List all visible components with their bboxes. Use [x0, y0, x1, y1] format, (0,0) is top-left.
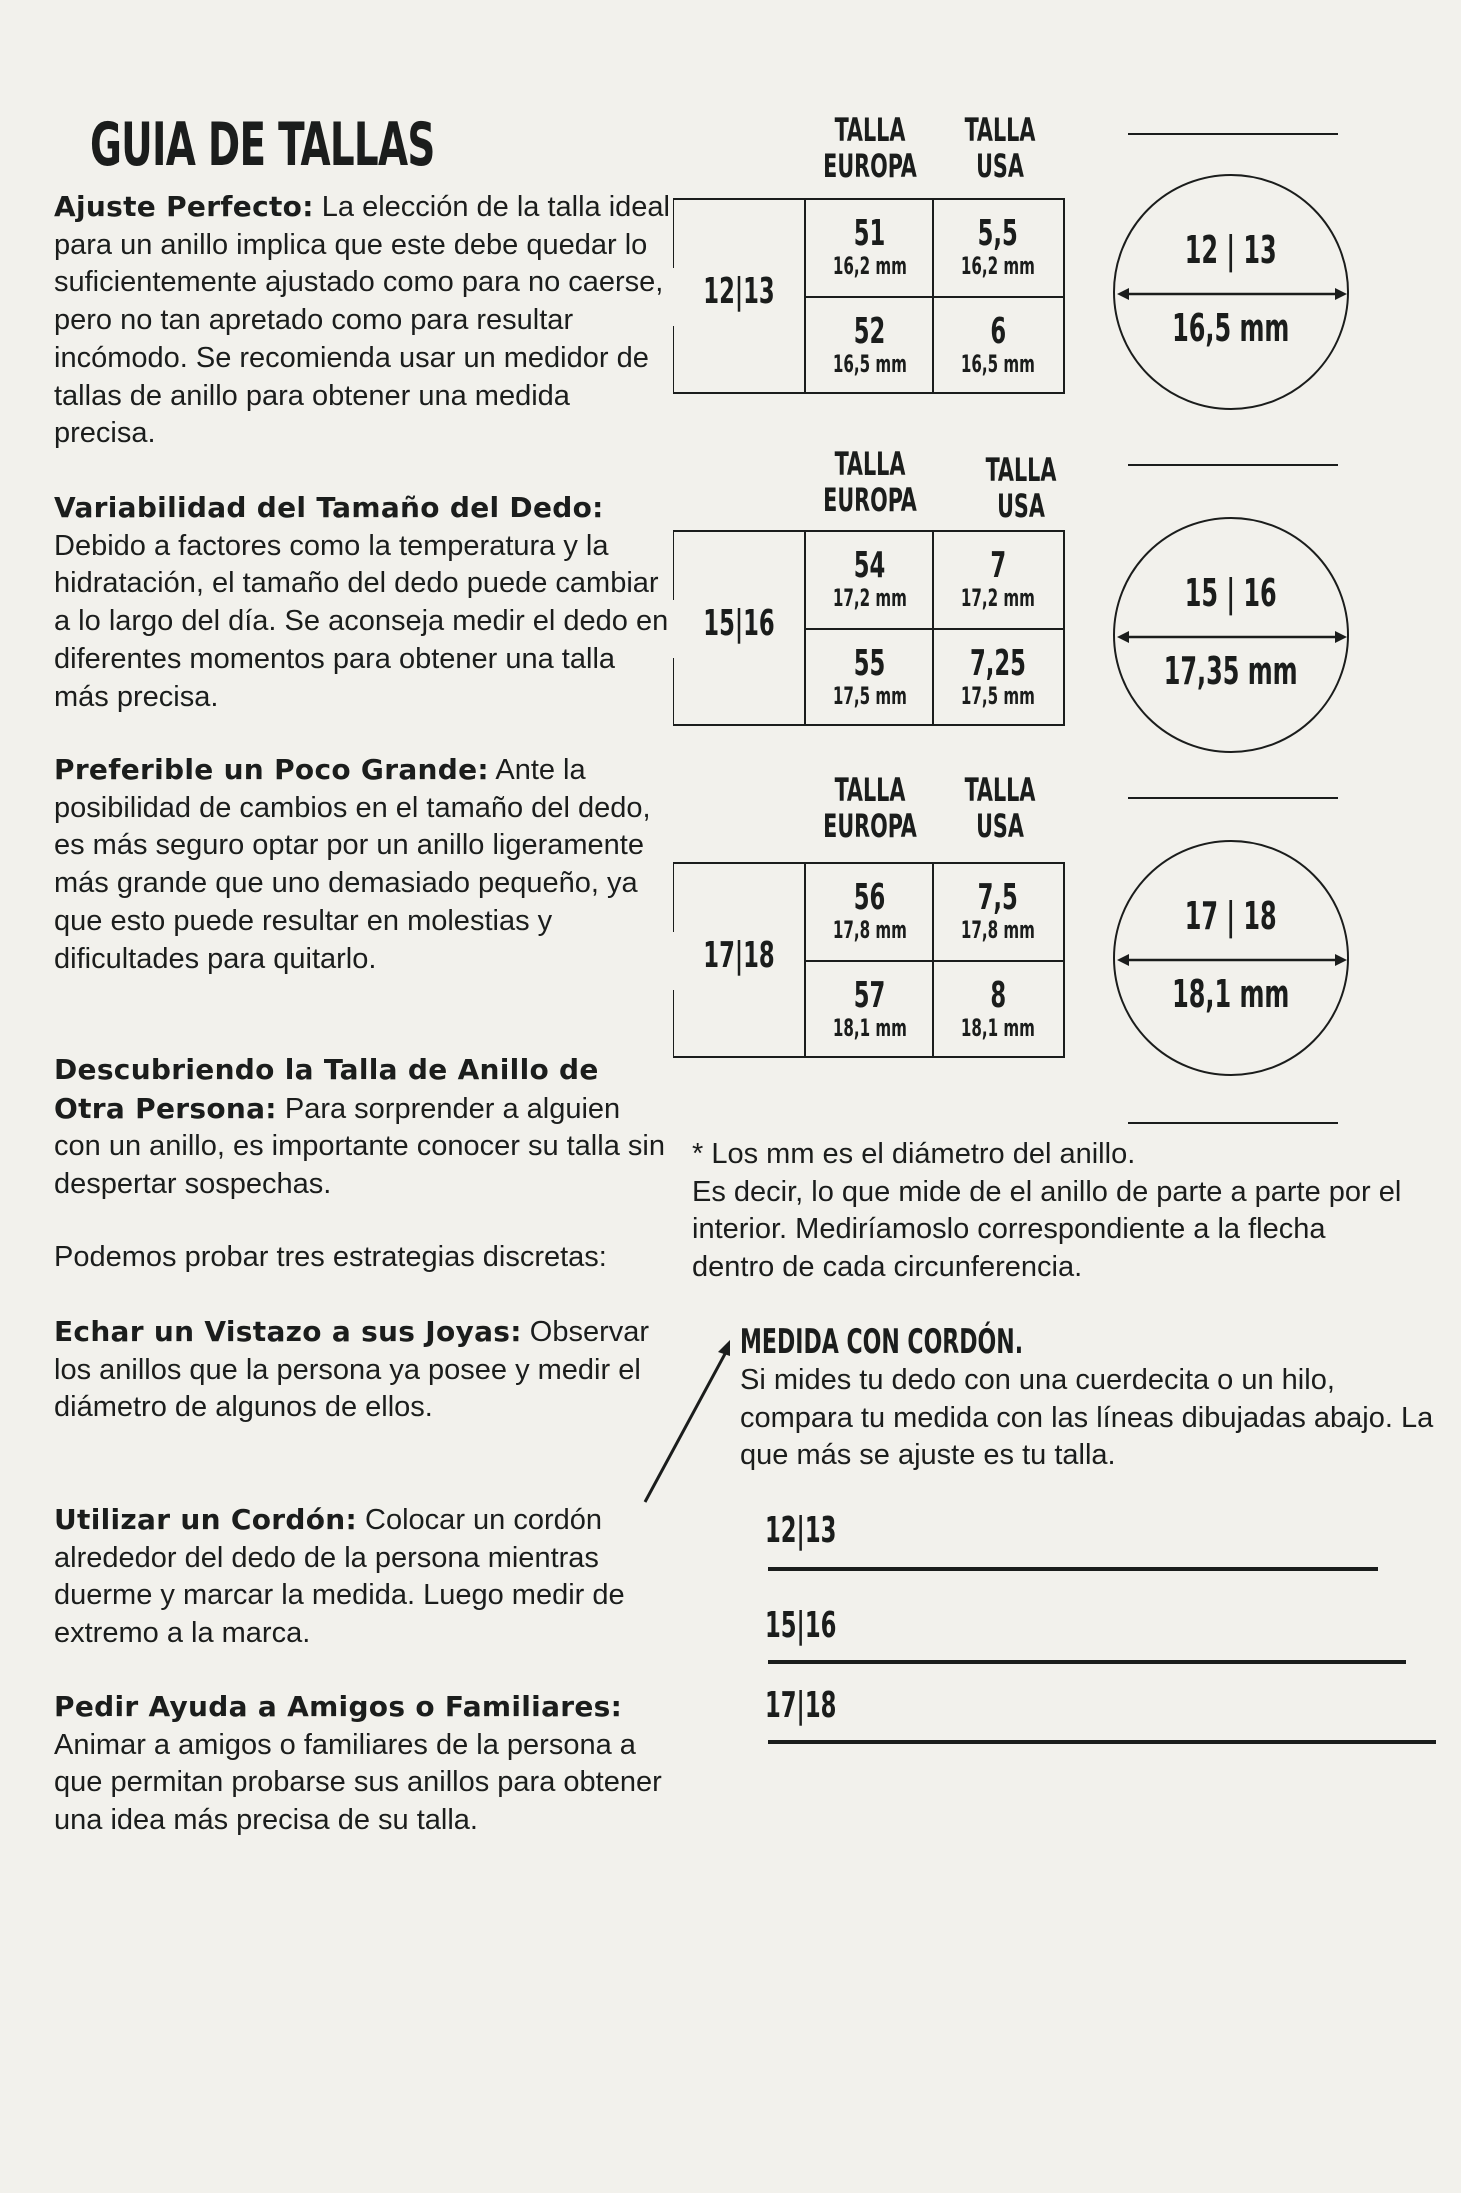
section-text: Debido a factores como la temperatura y la hidratación, el tamaño del dedo puede cambiar a lo largo del día. Se aconseja medir el dedo en diferentes momentos para obtener una talla más precisa.	[54, 529, 669, 713]
cell-eu-1: 56 17,8 mm	[832, 877, 908, 944]
section-echar-vistazo	[54, 1313, 674, 1427]
cord-line-label: 15|16	[765, 1605, 837, 1646]
header-talla-europa: TALLA EUROPA	[823, 771, 917, 845]
section-text: Colocar un cordón alrededor del dedo de la persona mientras duerme y marcar la medida. Luego medir de extremo a la marca.	[54, 1504, 625, 1650]
cell-us-2: 8 18,1 mm	[960, 975, 1036, 1042]
header-talla-europa: TALLA EUROPA	[823, 111, 917, 185]
section-pedir-ayuda	[54, 1688, 679, 1840]
size-table-17-18	[673, 862, 1065, 1058]
diameter-note: * Los mm es el diámetro del anillo. Es decir, lo que mide de el anillo de parte a parte por el interior. Mediríamoslo correspondiente a la flecha dentro de cada circunferencia.	[692, 1138, 1402, 1283]
cord-line-label: 12|13	[765, 1510, 837, 1551]
section-estrategias-intro	[54, 1238, 674, 1277]
ring-circle-17-18	[1113, 840, 1349, 1076]
section-descubriendo-talla	[54, 1051, 674, 1204]
section-variabilidad	[54, 489, 674, 716]
page-title: GUIA DE TALLAS	[90, 110, 435, 180]
header-talla-usa: TALLA USA	[964, 111, 1036, 185]
section-heading: Variabilidad del Tamaño del Dedo:	[54, 491, 604, 524]
circle-mm-label: 17,35 mm	[1164, 649, 1298, 693]
cell-eu-2: 52 16,5 mm	[832, 311, 908, 378]
section-text: Podemos probar tres estrategias discretas:	[54, 1241, 607, 1273]
cord-line-15-16	[768, 1660, 1406, 1664]
table-divider	[804, 960, 1063, 962]
diameter-arrow-icon	[1115, 842, 1351, 1078]
ring-circle-15-16	[1113, 517, 1349, 753]
diameter-arrow-icon	[1115, 519, 1351, 755]
size-table-12-13	[673, 198, 1065, 394]
section-utilizar-cordon	[54, 1501, 674, 1653]
table-divider	[804, 296, 1063, 298]
group-label: 17|18	[703, 935, 775, 976]
section-text: Animar a amigos o familiares de la persona a que permitan probarse sus anillos para obtener una idea más precisa de su talla.	[54, 1728, 662, 1837]
cell-eu-1: 51 16,2 mm	[832, 213, 908, 280]
divider-line	[1128, 464, 1338, 466]
cord-title: MEDIDA CON CORDÓN.	[740, 1322, 1024, 1362]
circle-size-label: 12 | 13	[1184, 228, 1278, 272]
circle-size-label: 17 | 18	[1184, 894, 1278, 938]
cord-text: Si mides tu dedo con una cuerdecita o un hilo, compara tu medida con las líneas dibujadas abajo. La que más se ajuste es tu talla.	[740, 1364, 1434, 1471]
cell-eu-2: 57 18,1 mm	[832, 975, 908, 1042]
size-table-15-16	[673, 530, 1065, 726]
cord-line-12-13	[768, 1567, 1378, 1571]
header-talla-usa: TALLA USA	[985, 451, 1057, 525]
cord-line-label: 17|18	[765, 1685, 837, 1726]
section-text: Para sorprender a alguien con un anillo, es importante conocer su talla sin despertar sospechas.	[54, 1092, 665, 1201]
section-heading: Utilizar un Cordón:	[54, 1503, 357, 1536]
circle-mm-label: 16,5 mm	[1172, 306, 1290, 350]
cell-eu-2: 55 17,5 mm	[832, 643, 908, 710]
group-label: 12|13	[703, 271, 775, 312]
diameter-arrow-icon	[1115, 176, 1351, 412]
cell-us-2: 7,25 17,5 mm	[960, 643, 1036, 710]
section-heading: Pedir Ayuda a Amigos o Familiares:	[54, 1690, 623, 1723]
section-text: Observar los anillos que la persona ya posee y medir el diámetro de algunos de ellos.	[54, 1316, 650, 1424]
divider-line	[1128, 797, 1338, 799]
section-text: Ante la posibilidad de cambios en el tamaño del dedo, es más seguro optar por un anillo ligeramente más grande que uno demasiado pequeño, ya que esto puede resultar en molestias y dificultades para quitarlo.	[54, 754, 651, 975]
section-heading: Descubriendo la Talla de Anillo de Otra Persona:	[54, 1053, 599, 1125]
header-talla-usa: TALLA USA	[964, 771, 1036, 845]
ring-circle-12-13	[1113, 174, 1349, 410]
section-text: La elección de la talla ideal para un anillo implica que este debe quedar lo suficientemente ajustado como para no caerse, pero no tan apretado como para resultar incómodo. Se recomienda usar un medidor de tallas de anillo para obtener una medida precisa.	[54, 191, 671, 450]
cell-us-1: 7 17,2 mm	[960, 545, 1036, 612]
cell-eu-1: 54 17,2 mm	[832, 545, 908, 612]
section-preferible-grande	[54, 751, 674, 978]
section-heading: Echar un Vistazo a sus Joyas:	[54, 1315, 522, 1348]
circle-mm-label: 18,1 mm	[1172, 972, 1290, 1016]
section-ajuste-perfecto	[54, 188, 674, 453]
header-talla-europa: TALLA EUROPA	[823, 445, 917, 519]
circle-size-label: 15 | 16	[1184, 571, 1278, 615]
divider-line	[1128, 133, 1338, 135]
cell-us-1: 7,5 17,8 mm	[960, 877, 1036, 944]
group-label: 15|16	[703, 603, 775, 644]
cord-line-17-18	[768, 1740, 1436, 1744]
table-divider	[804, 628, 1063, 630]
cell-us-2: 6 16,5 mm	[960, 311, 1036, 378]
section-heading: Ajuste Perfecto:	[54, 190, 314, 223]
section-heading: Preferible un Poco Grande:	[54, 753, 489, 786]
divider-line	[1128, 1122, 1338, 1124]
cell-us-1: 5,5 16,2 mm	[960, 213, 1036, 280]
